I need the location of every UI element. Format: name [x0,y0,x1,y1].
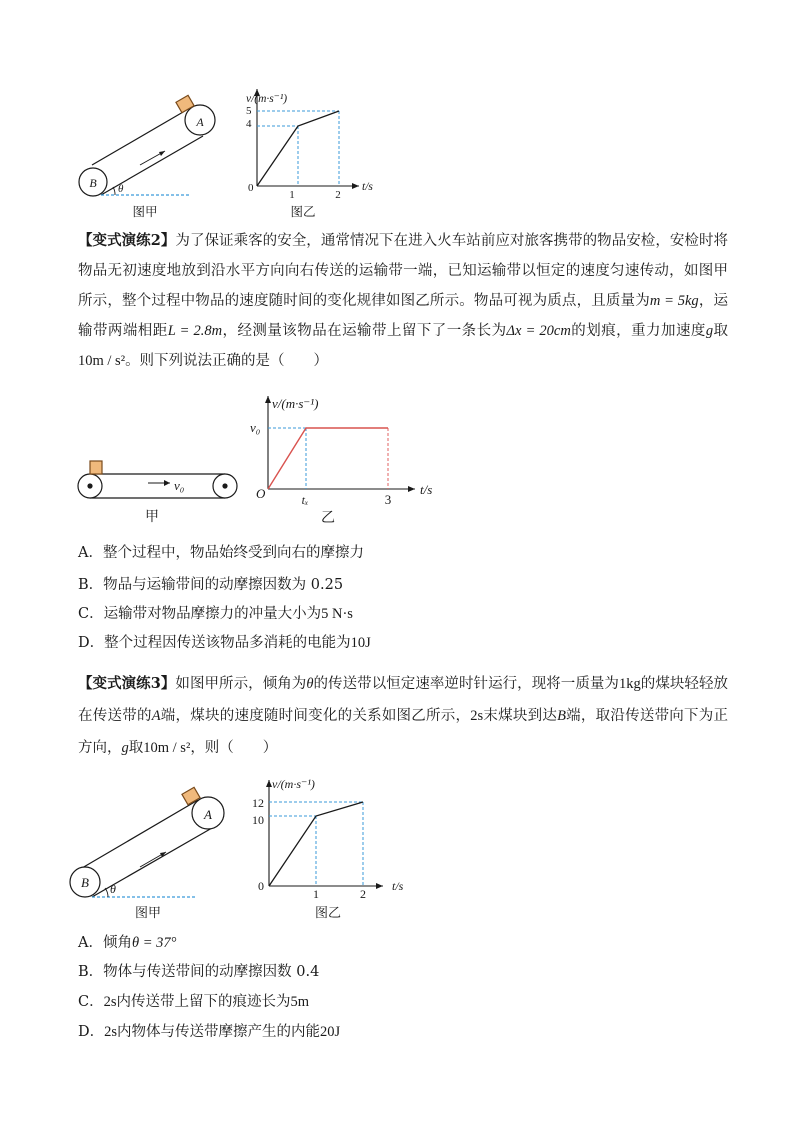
option-d[interactable]: D．整个过程因传送该物品多消耗的电能为10J [78,635,371,651]
option-a[interactable]: A．倾角θ = 37° [78,935,177,951]
right-caption: 乙 [321,511,335,526]
x-tick-label: 2 [335,189,341,201]
problem-2-figure [70,388,470,530]
x-tick-label: 1 [289,189,295,201]
y-tick-label: 4 [246,118,252,130]
right-caption: 图乙 [314,905,342,920]
angle-label: θ [110,882,116,896]
inclined-belt-diagram [79,95,215,196]
length-formula: L = 2.8m [167,323,223,339]
option-b[interactable]: B．物品与运输带间的动摩擦因数为 0.25 [78,577,344,593]
option-d[interactable]: D．2s内物体与传送带摩擦产生的内能20J [78,1024,341,1040]
problem-3-text: 【变式演练3】如图甲所示，倾角为θ的传送带以恒定速率逆时针运行，现将一质量为1kg的煤块轻轻放在传送带的A端，煤块的速度随时间变化的关系如图乙所示，2s末煤块到达B端，取沿传送带向下为正方向，g取10m / s²，则（ ） [78,675,729,756]
y-tick-label: v₀ [250,420,261,435]
x-tick-label: tₓ [301,493,309,507]
inclined-belt-diagram [70,787,224,897]
x-axis-arrow [408,486,415,492]
roller-b-label: B [89,176,97,190]
left-caption: 图甲 [134,905,162,920]
problem-3-label: 【变式演练3】 [78,675,176,692]
problem-2-text: 【变式演练2】为了保证乘客的安全，通常情况下在进入火车站前应对旅客携带的物品安检，安检时将物品无初速度地放到沿水平方向向右传送的运输带一端，已知运输带以恒定的速度匀速传动，如图甲所示，整个过程中物品的速度随时间的变化规律如图乙所示。物品可视为质点，且质量为m = 5kg，运输带两端相距L = 2.8m，经测量该物品在运输带上留下了一条长为Δx = 20cm的划痕，重力加速度g取10m / s²。则下列说法正确的是（ ） [78,232,729,369]
roller-b-label: B [81,875,89,890]
option-c[interactable]: C．运输带对物品摩擦力的冲量大小为5 N·s [78,606,353,622]
roller-a-label: A [204,807,212,822]
graph-y-axis-label: v/(m·s⁻¹) [272,777,315,791]
graph-origin-label: O [256,486,266,501]
horizontal-belt-diagram [78,461,237,498]
velocity-time-graph [250,396,432,526]
option-a[interactable]: A．整个过程中，物品始终受到向右的摩擦力 [78,545,364,561]
y-tick-label: 10 [252,813,264,827]
x-axis-arrow [352,183,359,189]
graph-origin-label: 0 [258,879,264,893]
graph-y-axis-label: v/(m·s⁻¹) [272,396,319,411]
right-caption: 图乙 [290,205,316,219]
x-axis-arrow [376,883,383,889]
velocity-time-graph [246,89,373,219]
angle-label: θ [118,183,124,195]
roller-a-label: A [196,115,204,129]
velocity-time-graph [252,777,404,920]
y-tick-label: 5 [246,105,252,117]
problem-3-figure [60,770,440,930]
top-figure [60,80,420,225]
x-tick-label: 3 [384,492,392,507]
graph-x-axis-label: t/s [362,181,373,193]
y-axis-arrow [265,396,271,403]
problem-2-label: 【变式演练2】 [78,232,176,249]
graph-x-axis-label: t/s [420,482,433,497]
belt-speed-label: v₀ [174,478,185,493]
g-value: 10m / s² [78,353,126,369]
left-caption: 甲 [145,510,159,525]
option-b[interactable]: B．物体与传送带间的动摩擦因数 0.4 [78,964,320,980]
velocity-line [268,428,388,489]
option-c[interactable]: C．2s内传送带上留下的痕迹长为5m [78,994,310,1010]
mass-formula: m = 5kg [649,293,699,309]
graph-origin-label: 0 [248,182,254,194]
mark-formula: Δx = 20cm [506,323,571,339]
graph-x-axis-label: t/s [392,879,404,893]
graph-y-axis-label: v/(m·s⁻¹) [246,93,288,105]
left-caption: 图甲 [132,205,158,219]
x-tick-label: 2 [360,887,366,901]
y-tick-label: 12 [252,796,264,810]
x-tick-label: 1 [313,887,319,901]
